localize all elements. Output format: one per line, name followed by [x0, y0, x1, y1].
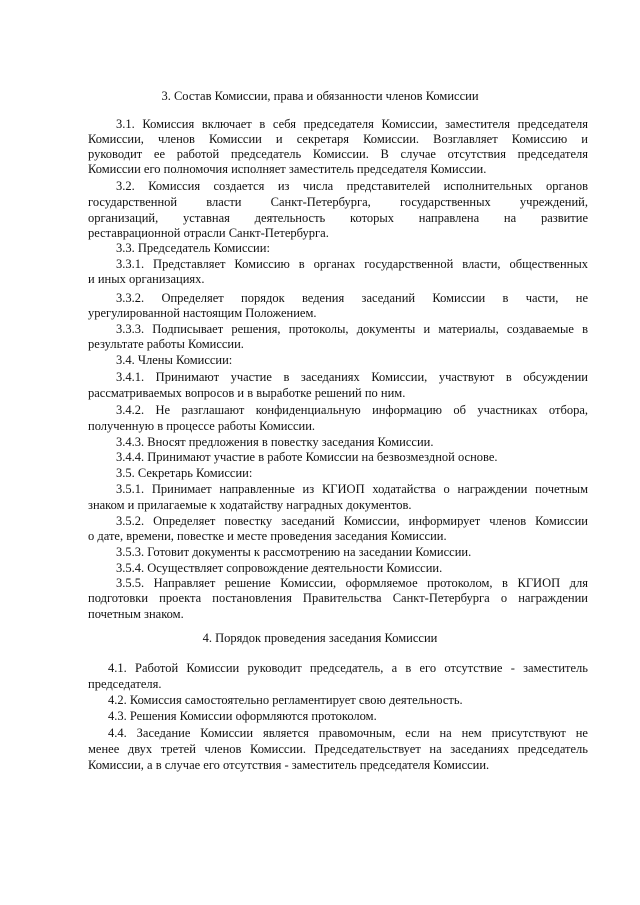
section-3-heading: 3. Состав Комиссии, права и обязанности членов Комиссии	[161, 89, 479, 103]
section-3-line: 3.5. Секретарь Комиссии:	[116, 466, 253, 480]
section-3-line: почетным знаком.	[88, 607, 184, 621]
section-4-heading: 4. Порядок проведения заседания Комиссии	[202, 631, 438, 645]
section-3-line: полученную в процессе работы Комиссии.	[88, 419, 316, 433]
section-3-line: 3.3.1. Представляет Комиссию в органах государственной власти, общественных	[116, 257, 588, 271]
section-3-line: 3.4. Члены Комиссии:	[116, 353, 233, 367]
section-3-line: государственной власти Санкт-Петербурга, государственных учреждений,	[88, 195, 588, 209]
section-3-line: 3.3. Председатель Комиссии:	[116, 241, 270, 255]
section-3-line: 3.2. Комиссия создается из числа представителей исполнительных органов	[116, 179, 588, 193]
section-3-line: 3.4.3. Вносят предложения в повестку заседания Комиссии.	[116, 435, 434, 449]
section-3-line: 3.5.4. Осуществляет сопровождение деятельности Комиссии.	[116, 561, 443, 575]
section-4-line: Комиссии, а в случае его отсутствия - заместитель председателя Комиссии.	[88, 758, 490, 772]
section-4-line: 4.3. Решения Комиссии оформляются протоколом.	[108, 709, 377, 723]
section-3-line: и иных организациях.	[88, 272, 205, 286]
section-3-line: 3.3.2. Определяет порядок ведения заседаний Комиссии в части, не	[116, 291, 588, 305]
section-3-line: организаций, уставная деятельность которых направлена на развитие	[88, 211, 588, 225]
section-3-line: 3.4.1. Принимают участие в заседаниях Комиссии, участвуют в обсуждении	[116, 370, 588, 384]
section-3-line: 3.5.2. Определяет повестку заседаний Комиссии, информирует членов Комиссии	[116, 514, 588, 528]
section-3-line: 3.4.4. Принимают участие в работе Комиссии на безвозмездной основе.	[116, 450, 498, 464]
section-3-line: 3.4.2. Не разглашают конфиденциальную информацию об участниках отбора,	[116, 403, 588, 417]
section-3-line: подготовки проекта постановления Правительства Санкт-Петербурга о награждении	[88, 591, 588, 605]
section-4-line: менее двух третей членов Комиссии. Председательствует на заседаниях председатель	[88, 742, 588, 756]
section-3-line: реставрационной отрасли Санкт-Петербурга.	[88, 226, 329, 240]
section-4-line: 4.1. Работой Комиссии руководит председатель, а в его отсутствие - заместитель	[108, 661, 588, 675]
section-3-line: урегулированной настоящим Положением.	[88, 306, 317, 320]
section-3-line: знаком и прилагаемые к ходатайству наградных документов.	[88, 498, 412, 512]
section-3-line: 3.5.3. Готовит документы к рассмотрению на заседании Комиссии.	[116, 545, 472, 559]
section-3-line: о дате, времени, повестке и месте проведения заседания Комиссии.	[88, 529, 447, 543]
section-3-line: 3.1. Комиссия включает в себя председателя Комиссии, заместителя председателя	[116, 117, 588, 131]
section-3-line: 3.5.1. Принимает направленные из КГИОП ходатайства о награждении почетным	[116, 482, 588, 496]
section-3-line: руководит ее работой председатель Комиссии. В случае отсутствия председателя	[88, 147, 588, 161]
section-4-line: 4.4. Заседание Комиссии является правомочным, если на нем присутствуют не	[108, 726, 588, 740]
section-3-line: рассматриваемых вопросов и в выработке решений по ним.	[88, 386, 406, 400]
section-3-line: Комиссии, членов Комиссии и секретаря Комиссии. Возглавляет Комиссию и	[88, 132, 588, 146]
section-4-line: 4.2. Комиссия самостоятельно регламентирует свою деятельность.	[108, 693, 463, 707]
section-3-line: Комиссии его полномочия исполняет заместитель председателя Комиссии.	[88, 162, 487, 176]
section-3-line: результате работы Комиссии.	[88, 337, 244, 351]
section-4-line: председателя.	[88, 677, 162, 691]
section-3-line: 3.5.5. Направляет решение Комиссии, оформляемое протоколом, в КГИОП для	[116, 576, 588, 590]
section-3-line: 3.3.3. Подписывает решения, протоколы, документы и материалы, создаваемые в	[116, 322, 588, 336]
